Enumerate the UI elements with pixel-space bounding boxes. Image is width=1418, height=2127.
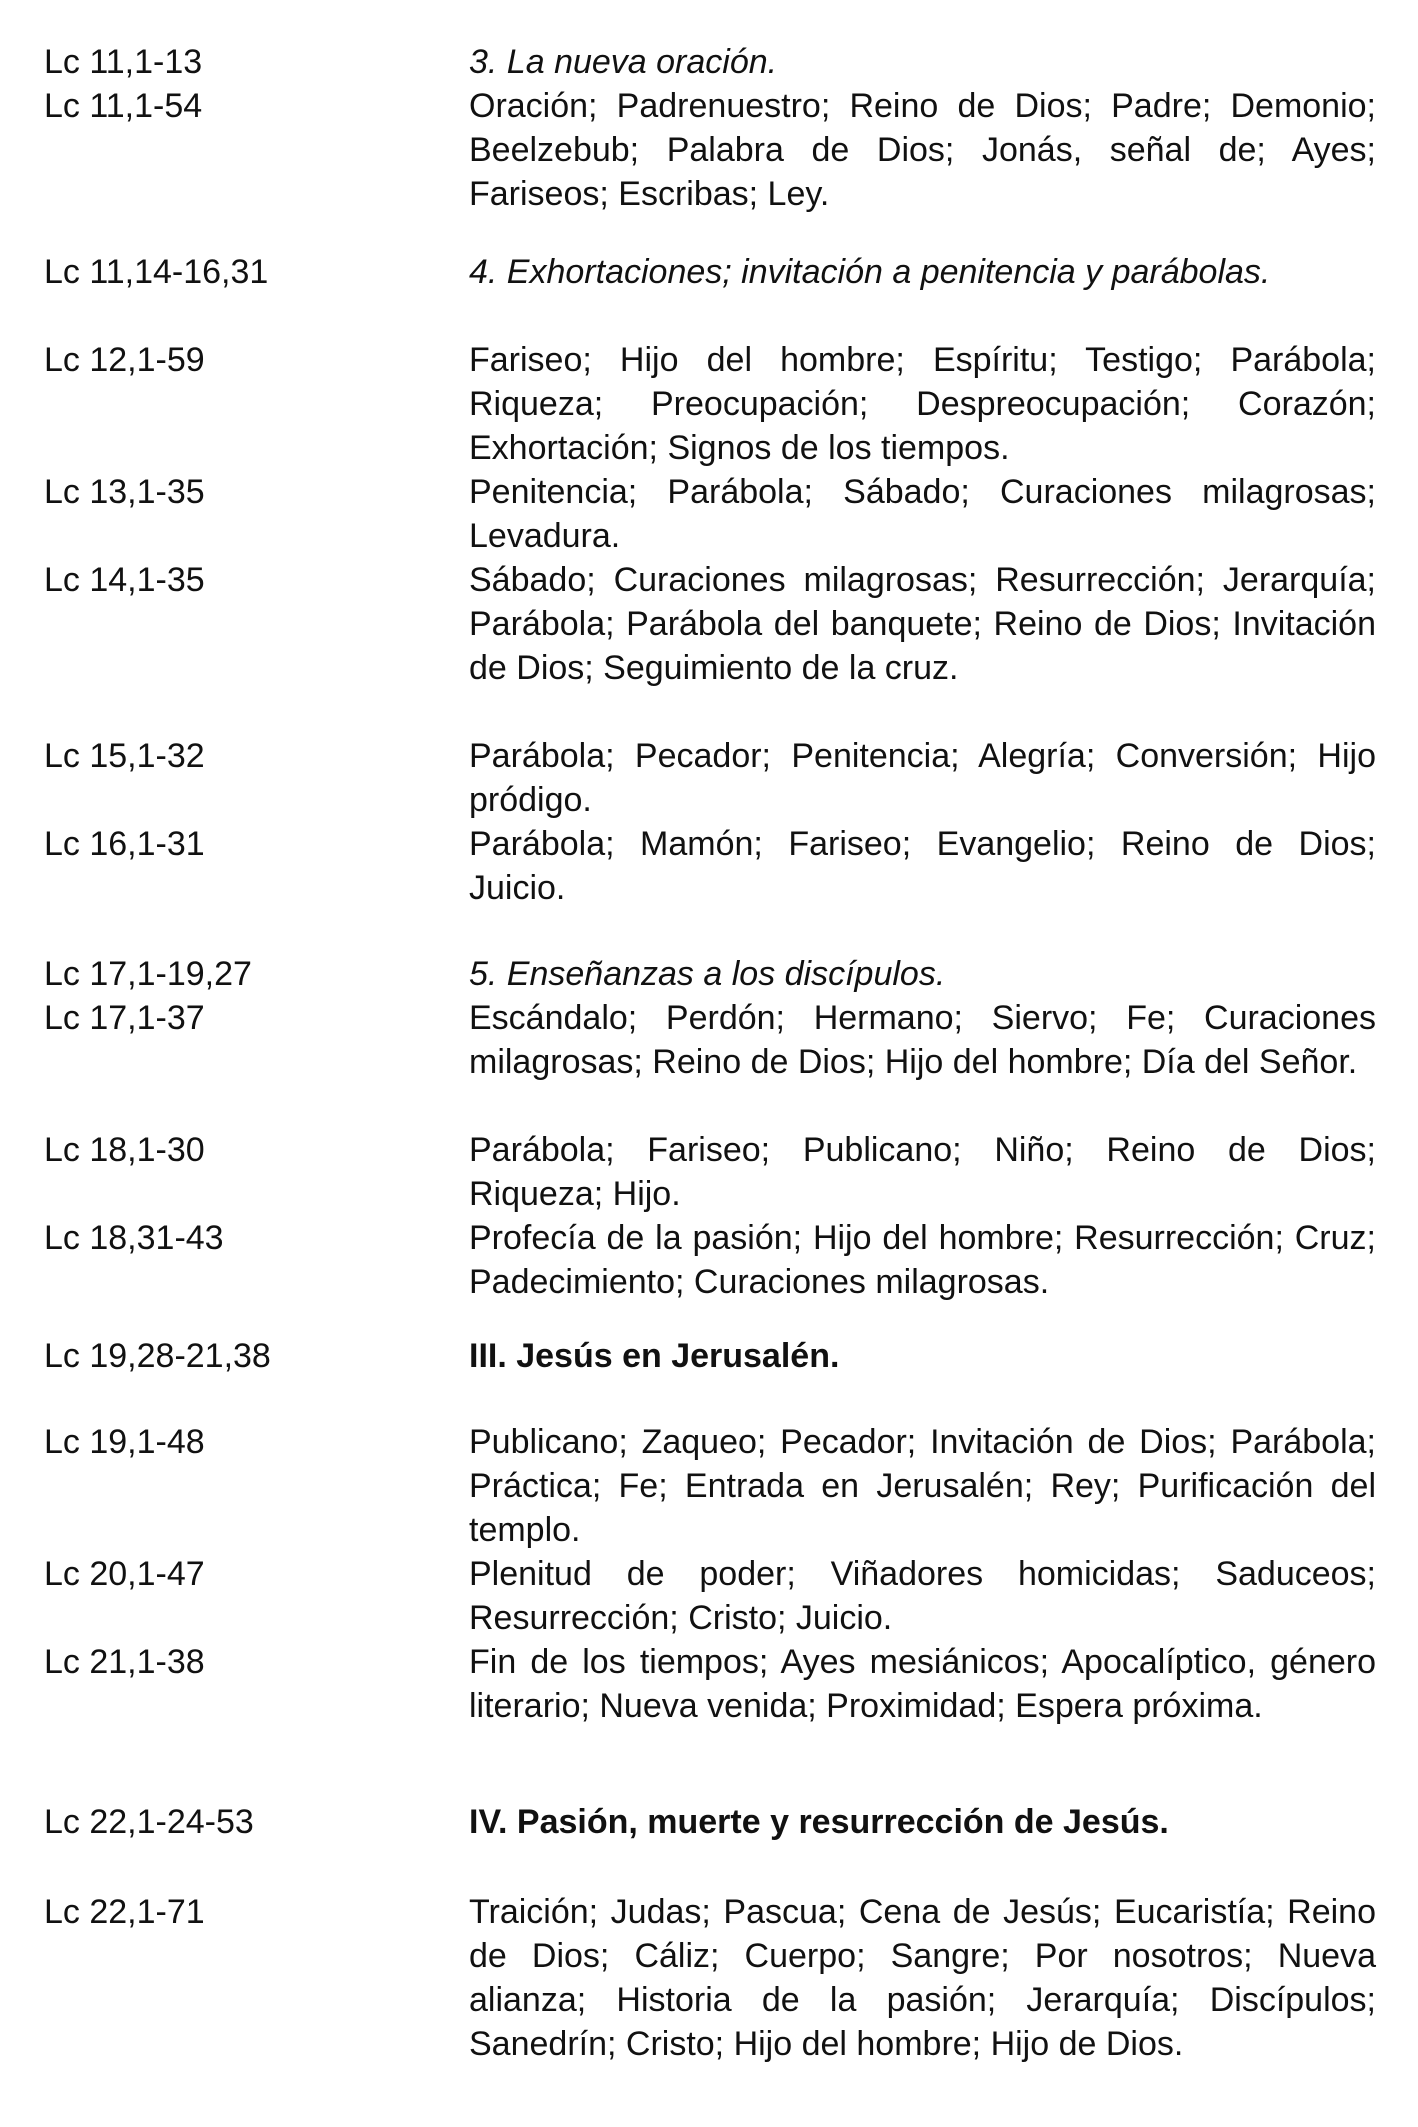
entry-reference: Lc 19,28-21,38: [44, 1337, 271, 1375]
entry-topics: Sábado; Curaciones milagrosas; Resurrección; Jerarquía; Parábola; Parábola del banquete; Reino de Dios; Invitación de Dios; Seguimiento de la cruz.: [469, 561, 1376, 687]
entry-reference: Lc 22,1-71: [44, 1893, 205, 1931]
entry-reference: Lc 15,1-32: [44, 737, 205, 775]
entry-reference: Lc 17,1-19,27: [44, 955, 252, 993]
part-heading: III. Jesús en Jerusalén.: [469, 1337, 840, 1375]
part-heading: IV. Pasión, muerte y resurrección de Jesús.: [469, 1803, 1169, 1841]
entry-reference: Lc 16,1-31: [44, 825, 205, 863]
entry-topics: Parábola; Pecador; Penitencia; Alegría; Conversión; Hijo pródigo.: [469, 737, 1376, 819]
entry-topics: Publicano; Zaqueo; Pecador; Invitación de Dios; Parábola; Práctica; Fe; Entrada en Jerusalén; Rey; Purificación del templo.: [469, 1423, 1376, 1549]
entry-reference: Lc 19,1-48: [44, 1423, 205, 1461]
entry-topics: Traición; Judas; Pascua; Cena de Jesús; Eucaristía; Reino de Dios; Cáliz; Cuerpo; Sangre; Por nosotros; Nueva alianza; Historia de la pasión; Jerarquía; Discípulos; Sanedrín; Cristo; Hijo del hombre; Hijo de Dios.: [469, 1893, 1376, 2063]
entry-reference: Lc 21,1-38: [44, 1643, 205, 1681]
entry-reference: Lc 22,1-24-53: [44, 1803, 254, 1841]
entry-reference: Lc 18,31-43: [44, 1219, 224, 1257]
entry-reference: Lc 17,1-37: [44, 999, 205, 1037]
entry-topics: Parábola; Fariseo; Publicano; Niño; Reino de Dios; Riqueza; Hijo.: [469, 1131, 1376, 1213]
entry-topics: Penitencia; Parábola; Sábado; Curaciones milagrosas; Levadura.: [469, 473, 1376, 555]
entry-topics: Oración; Padrenuestro; Reino de Dios; Padre; Demonio; Beelzebub; Palabra de Dios; Jonás, señal de; Ayes; Fariseos; Escribas; Ley.: [469, 87, 1376, 213]
entry-reference: Lc 11,1-54: [44, 87, 203, 125]
entry-topics: Fin de los tiempos; Ayes mesiánicos; Apocalíptico, género literario; Nueva venida; Proximidad; Espera próxima.: [469, 1643, 1376, 1725]
entry-topics: Parábola; Mamón; Fariseo; Evangelio; Reino de Dios; Juicio.: [469, 825, 1376, 907]
entry-reference: Lc 18,1-30: [44, 1131, 205, 1169]
entry-reference: Lc 14,1-35: [44, 561, 205, 599]
entry-reference: Lc 13,1-35: [44, 473, 205, 511]
section-heading: 4. Exhortaciones; invitación a penitencia y parábolas.: [469, 253, 1271, 291]
entry-topics: Plenitud de poder; Viñadores homicidas; Saduceos; Resurrección; Cristo; Juicio.: [469, 1555, 1376, 1637]
section-heading: 3. La nueva oración.: [469, 43, 778, 81]
entry-reference: Lc 11,14-16,31: [44, 253, 269, 291]
entry-topics: Escándalo; Perdón; Hermano; Siervo; Fe; Curaciones milagrosas; Reino de Dios; Hijo del hombre; Día del Señor.: [469, 999, 1376, 1081]
entry-topics: Profecía de la pasión; Hijo del hombre; Resurrección; Cruz; Padecimiento; Curaciones milagrosas.: [469, 1219, 1376, 1301]
entry-reference: Lc 20,1-47: [44, 1555, 205, 1593]
entry-topics: Fariseo; Hijo del hombre; Espíritu; Testigo; Parábola; Riqueza; Preocupación; Despreocupación; Corazón; Exhortación; Signos de los tiempos.: [469, 341, 1376, 467]
entry-reference: Lc 12,1-59: [44, 341, 205, 379]
entry-reference: Lc 11,1-13: [44, 43, 203, 81]
section-heading: 5. Enseñanzas a los discípulos.: [469, 955, 946, 993]
